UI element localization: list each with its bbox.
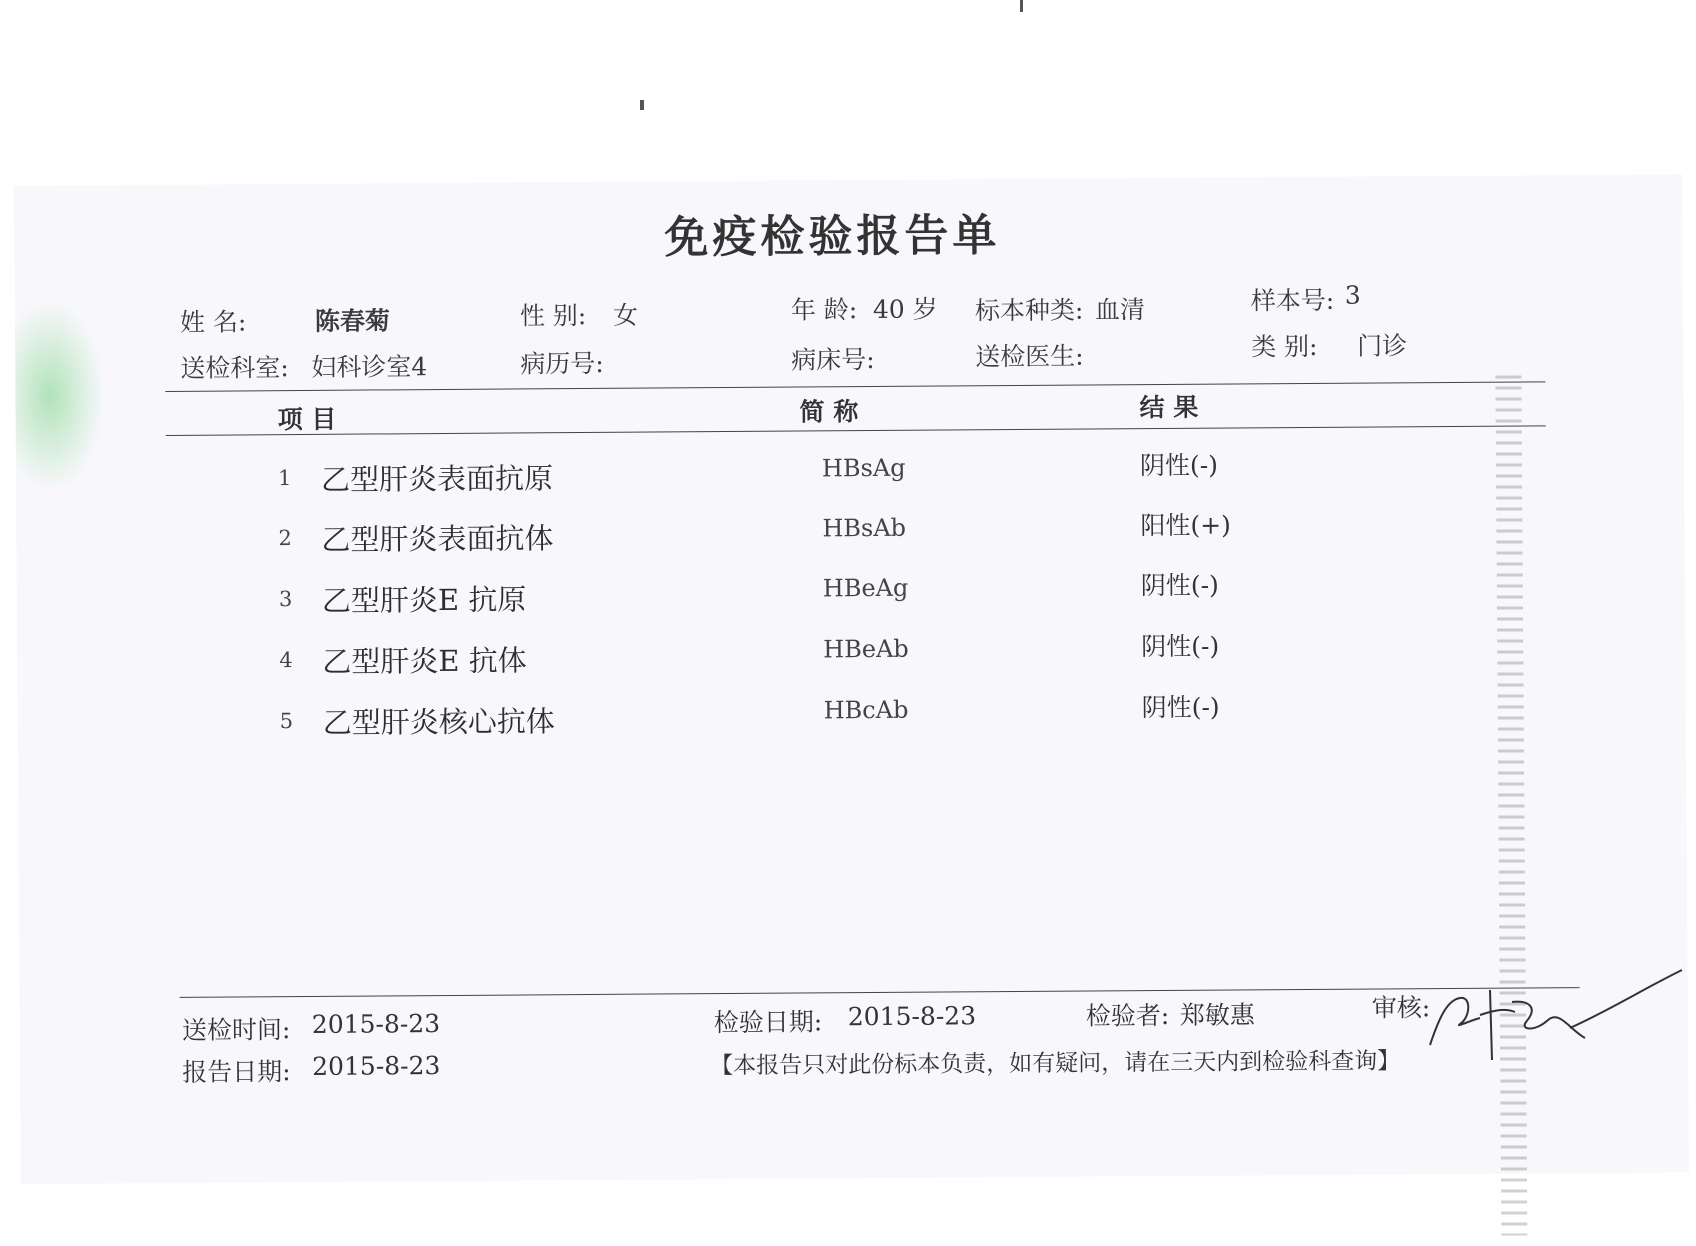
bed-label: 病床号: <box>791 344 875 375</box>
row-3-item: 乙型肝炎E 抗原 <box>321 582 527 618</box>
test-date-label: 检验日期: <box>713 1007 823 1038</box>
row-2-number: 2 <box>278 526 292 551</box>
doctor-label: 送检医生: <box>975 341 1084 372</box>
perforation-marks <box>1495 375 1527 1235</box>
record-label: 病历号: <box>520 348 604 379</box>
header-abbr: 简 称 <box>799 397 859 427</box>
footer-rule <box>180 987 1580 998</box>
sample-label: 样本号: <box>1250 285 1335 316</box>
category-label: 类 别: <box>1251 331 1318 362</box>
dust-speck <box>640 100 644 110</box>
row-2-abbr: HBsAb <box>822 513 907 543</box>
category-value: 门诊 <box>1357 331 1408 361</box>
review-label: 审核: <box>1371 993 1431 1023</box>
report-date-label: 报告日期: <box>182 1057 291 1087</box>
row-2-item: 乙型肝炎表面抗体 <box>321 521 554 557</box>
row-3-number: 3 <box>278 587 293 612</box>
sample-value: 3 <box>1344 280 1361 310</box>
row-4-result: 阴性(-) <box>1141 631 1220 662</box>
row-1-number: 1 <box>277 466 292 491</box>
row-3-abbr: HBeAg <box>822 573 909 603</box>
specimen-value: 血清 <box>1094 295 1146 325</box>
dept-label: 送检科室: <box>180 353 289 383</box>
row-4-abbr: HBeAb <box>823 634 909 664</box>
dust-speck <box>1020 0 1023 12</box>
tester-label: 检验者: <box>1085 1000 1170 1031</box>
row-5-item: 乙型肝炎核心抗体 <box>322 704 555 740</box>
report-date-value: 2015-8-23 <box>312 1051 441 1081</box>
specimen-label: 标本种类: <box>974 295 1084 326</box>
row-5-abbr: HBcAb <box>823 695 909 725</box>
row-3-result: 阴性(-) <box>1140 570 1219 601</box>
test-date-value: 2015-8-23 <box>847 1001 977 1032</box>
submit-time-value: 2015-8-23 <box>311 1009 441 1039</box>
name-value: 陈春菊 <box>314 306 391 336</box>
report-title: 免疫检验报告单 <box>664 210 1001 264</box>
tester-value: 郑敏惠 <box>1179 1000 1255 1030</box>
row-5-number: 5 <box>279 709 294 734</box>
disclaimer: 【本报告只对此份标本负责，如有疑问，请在三天内到检验科查询】 <box>710 1048 1401 1080</box>
sex-value: 女 <box>612 300 639 330</box>
dept-value: 妇科诊室4 <box>311 352 428 382</box>
age-value: 40 岁 <box>872 294 938 325</box>
row-1-result: 阴性(-) <box>1139 450 1219 481</box>
green-stain <box>15 305 102 486</box>
submit-time-label: 送检时间: <box>181 1015 291 1045</box>
row-2-result: 阳性(+) <box>1140 510 1231 541</box>
row-1-item: 乙型肝炎表面抗原 <box>320 461 554 497</box>
sex-label: 性 别: <box>519 301 587 331</box>
row-4-item: 乙型肝炎E 抗体 <box>322 643 527 679</box>
row-5-result: 阴性(-) <box>1141 692 1220 723</box>
row-4-number: 4 <box>279 648 293 673</box>
header-result: 结 果 <box>1139 392 1199 423</box>
reviewer-signature <box>1420 960 1690 1070</box>
row-1-abbr: HBsAg <box>821 453 906 483</box>
header-item: 项 目 <box>277 404 337 435</box>
age-label: 年 龄: <box>790 295 858 325</box>
name-label: 姓 名: <box>179 307 247 337</box>
